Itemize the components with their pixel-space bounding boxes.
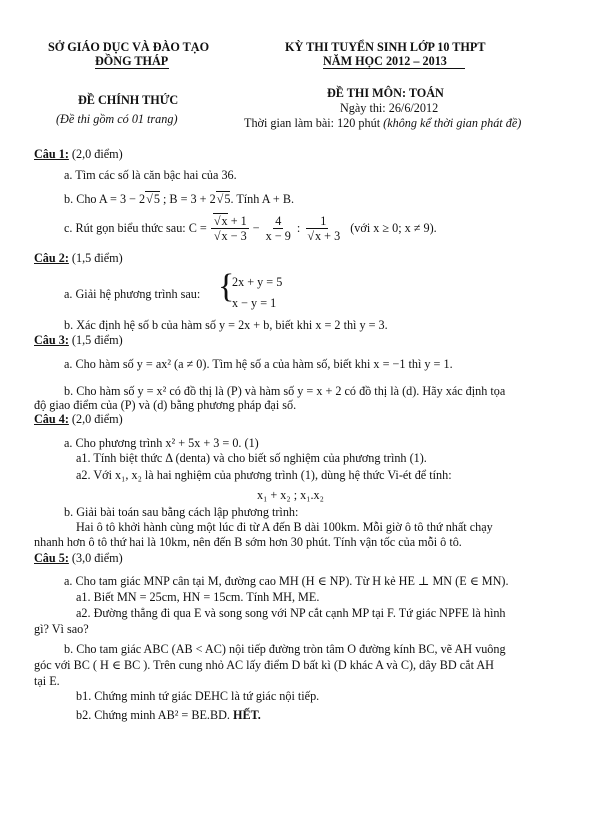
q4-part-b: b. Giải bài toán sau bằng cách lập phương trình: — [64, 505, 299, 519]
q4-part-a: a. Cho phương trình x² + 5x + 3 = 0. (1) — [64, 436, 259, 450]
q1-part-b: b. Cho A = 3 − 2√ 5 ; B = 3 + 2√ 5. Tính A + B. — [64, 192, 294, 207]
exam-duration: Thời gian làm bài: 120 phút (không kể thời gian phát đề) — [244, 116, 522, 130]
school-year: NĂM HỌC 2012 – 2013 — [323, 54, 447, 68]
q1-heading: Câu 1: (2,0 điểm) — [34, 147, 123, 161]
q2-part-b: b. Xác định hệ số b của hàm số y = 2x + b, biết khi x = 2 thì y = 3. — [64, 318, 388, 332]
q3-heading: Câu 3: (1,5 điểm) — [34, 333, 123, 347]
q5-part-a: a. Cho tam giác MNP cân tại M, đường cao MH (H ∈ NP). Từ H kẻ HE ⊥ MN (E ∈ MN). — [64, 574, 509, 588]
system-brace: { — [218, 268, 235, 305]
province-underline — [95, 68, 169, 69]
q2-equation-2: x − y = 1 — [232, 296, 277, 310]
q5-part-b2: b2. Chứng minh AB² = BE.BD. HẾT. — [76, 708, 261, 722]
q2-equation-1: 2x + y = 5 — [232, 275, 283, 289]
q3-part-a: a. Cho hàm số y = ax² (a ≠ 0). Tìm hệ số a của hàm số, biết khi x = −1 thì y = 1. — [64, 357, 453, 371]
q4-part-a1: a1. Tính biệt thức Δ (denta) và cho biết số nghiệm của phương trình (1). — [76, 451, 427, 465]
fraction-1: √ x + 1 √ x − 3 — [211, 214, 249, 243]
q5-heading: Câu 5: (3,0 điểm) — [34, 551, 123, 565]
q4-part-b-line2: nhanh hơn ô tô thứ hai là 10km, nên đến B sớm hơn 30 phút. Tính vận tốc của mỗi ô tô. — [34, 535, 462, 549]
q2-part-a-label: a. Giải hệ phương trình sau: — [64, 287, 201, 301]
q1-part-c: c. Rút gọn biểu thức sau: C = √ x + 1 √ x − 3 − $\frac{4}{x - 9}$ : 1 √ x + 3 (với x ≥ 0; x ≠ 9). — [64, 214, 437, 243]
q1-part-a: a. Tìm các số là căn bậc hai của 36. — [64, 168, 237, 182]
q4-part-b-line1: Hai ô tô khởi hành cùng một lúc đi từ A đến B dài 100km. Mỗi giờ ô tô thứ nhất chạy — [76, 520, 493, 534]
subject-title: ĐỀ THI MÔN: TOÁN — [327, 86, 444, 100]
q4-heading: Câu 4: (2,0 điểm) — [34, 412, 123, 426]
official-label: ĐỀ CHÍNH THỨC — [78, 93, 179, 107]
q5-part-b-line1: b. Cho tam giác ABC (AB < AC) nội tiếp đường tròn tâm O đường kính BC, vẽ AH vuông — [64, 642, 506, 656]
end-marker: HẾT. — [232, 708, 261, 722]
q5-part-a2-line2: gì? Vì sao? — [34, 622, 89, 636]
province-name: ĐỒNG THÁP — [95, 54, 169, 68]
exam-title: KỲ THI TUYỂN SINH LỚP 10 THPT — [285, 40, 486, 54]
fraction-3: 1 √ x + 3 — [304, 214, 342, 243]
pages-note: (Đề thi gồm có 01 trang) — [56, 112, 178, 126]
q5-part-a2-line1: a2. Đường thẳng đi qua E và song song với NP cắt cạnh MP tại F. Tứ giác NPFE là hình — [76, 606, 506, 620]
q5-part-a1: a1. Biết MN = 25cm, HN = 15cm. Tính MH, ME. — [76, 590, 320, 604]
q3-part-b-line1: b. Cho hàm số y = x² có đồ thị là (P) và hàm số y = x + 2 có đồ thị là (d). Hãy xác định tọa — [64, 384, 506, 398]
q3-part-b-line2: độ giao điểm của (P) và (d) bằng phương pháp đại số. — [34, 398, 297, 412]
q5-part-b1: b1. Chứng minh tứ giác DEHC là tứ giác nội tiếp. — [76, 689, 320, 703]
department-name: SỞ GIÁO DỤC VÀ ĐÀO TẠO — [48, 40, 210, 54]
school-year-underline — [323, 68, 465, 69]
fraction-2: $\frac{4}{x - 9}$ — [265, 214, 291, 243]
q5-part-b-line2: góc với BC ( H ∈ BC ). Trên cung nhỏ AC lấy điểm D bất kì (D khác A và C), dây BD cắt AH — [34, 658, 494, 672]
q4-part-a2: a2. Với x₁, x₂ là hai nghiệm của phương trình (1), dùng hệ thức Vi-ét để tính: — [76, 468, 452, 482]
q5-part-b-line3: tại E. — [34, 674, 60, 688]
q4-part-a2-expression: x₁ + x₂ ; x₁.x₂ — [257, 488, 324, 502]
exam-date: Ngày thi: 26/6/2012 — [340, 101, 439, 115]
q2-heading: Câu 2: (1,5 điểm) — [34, 251, 123, 265]
